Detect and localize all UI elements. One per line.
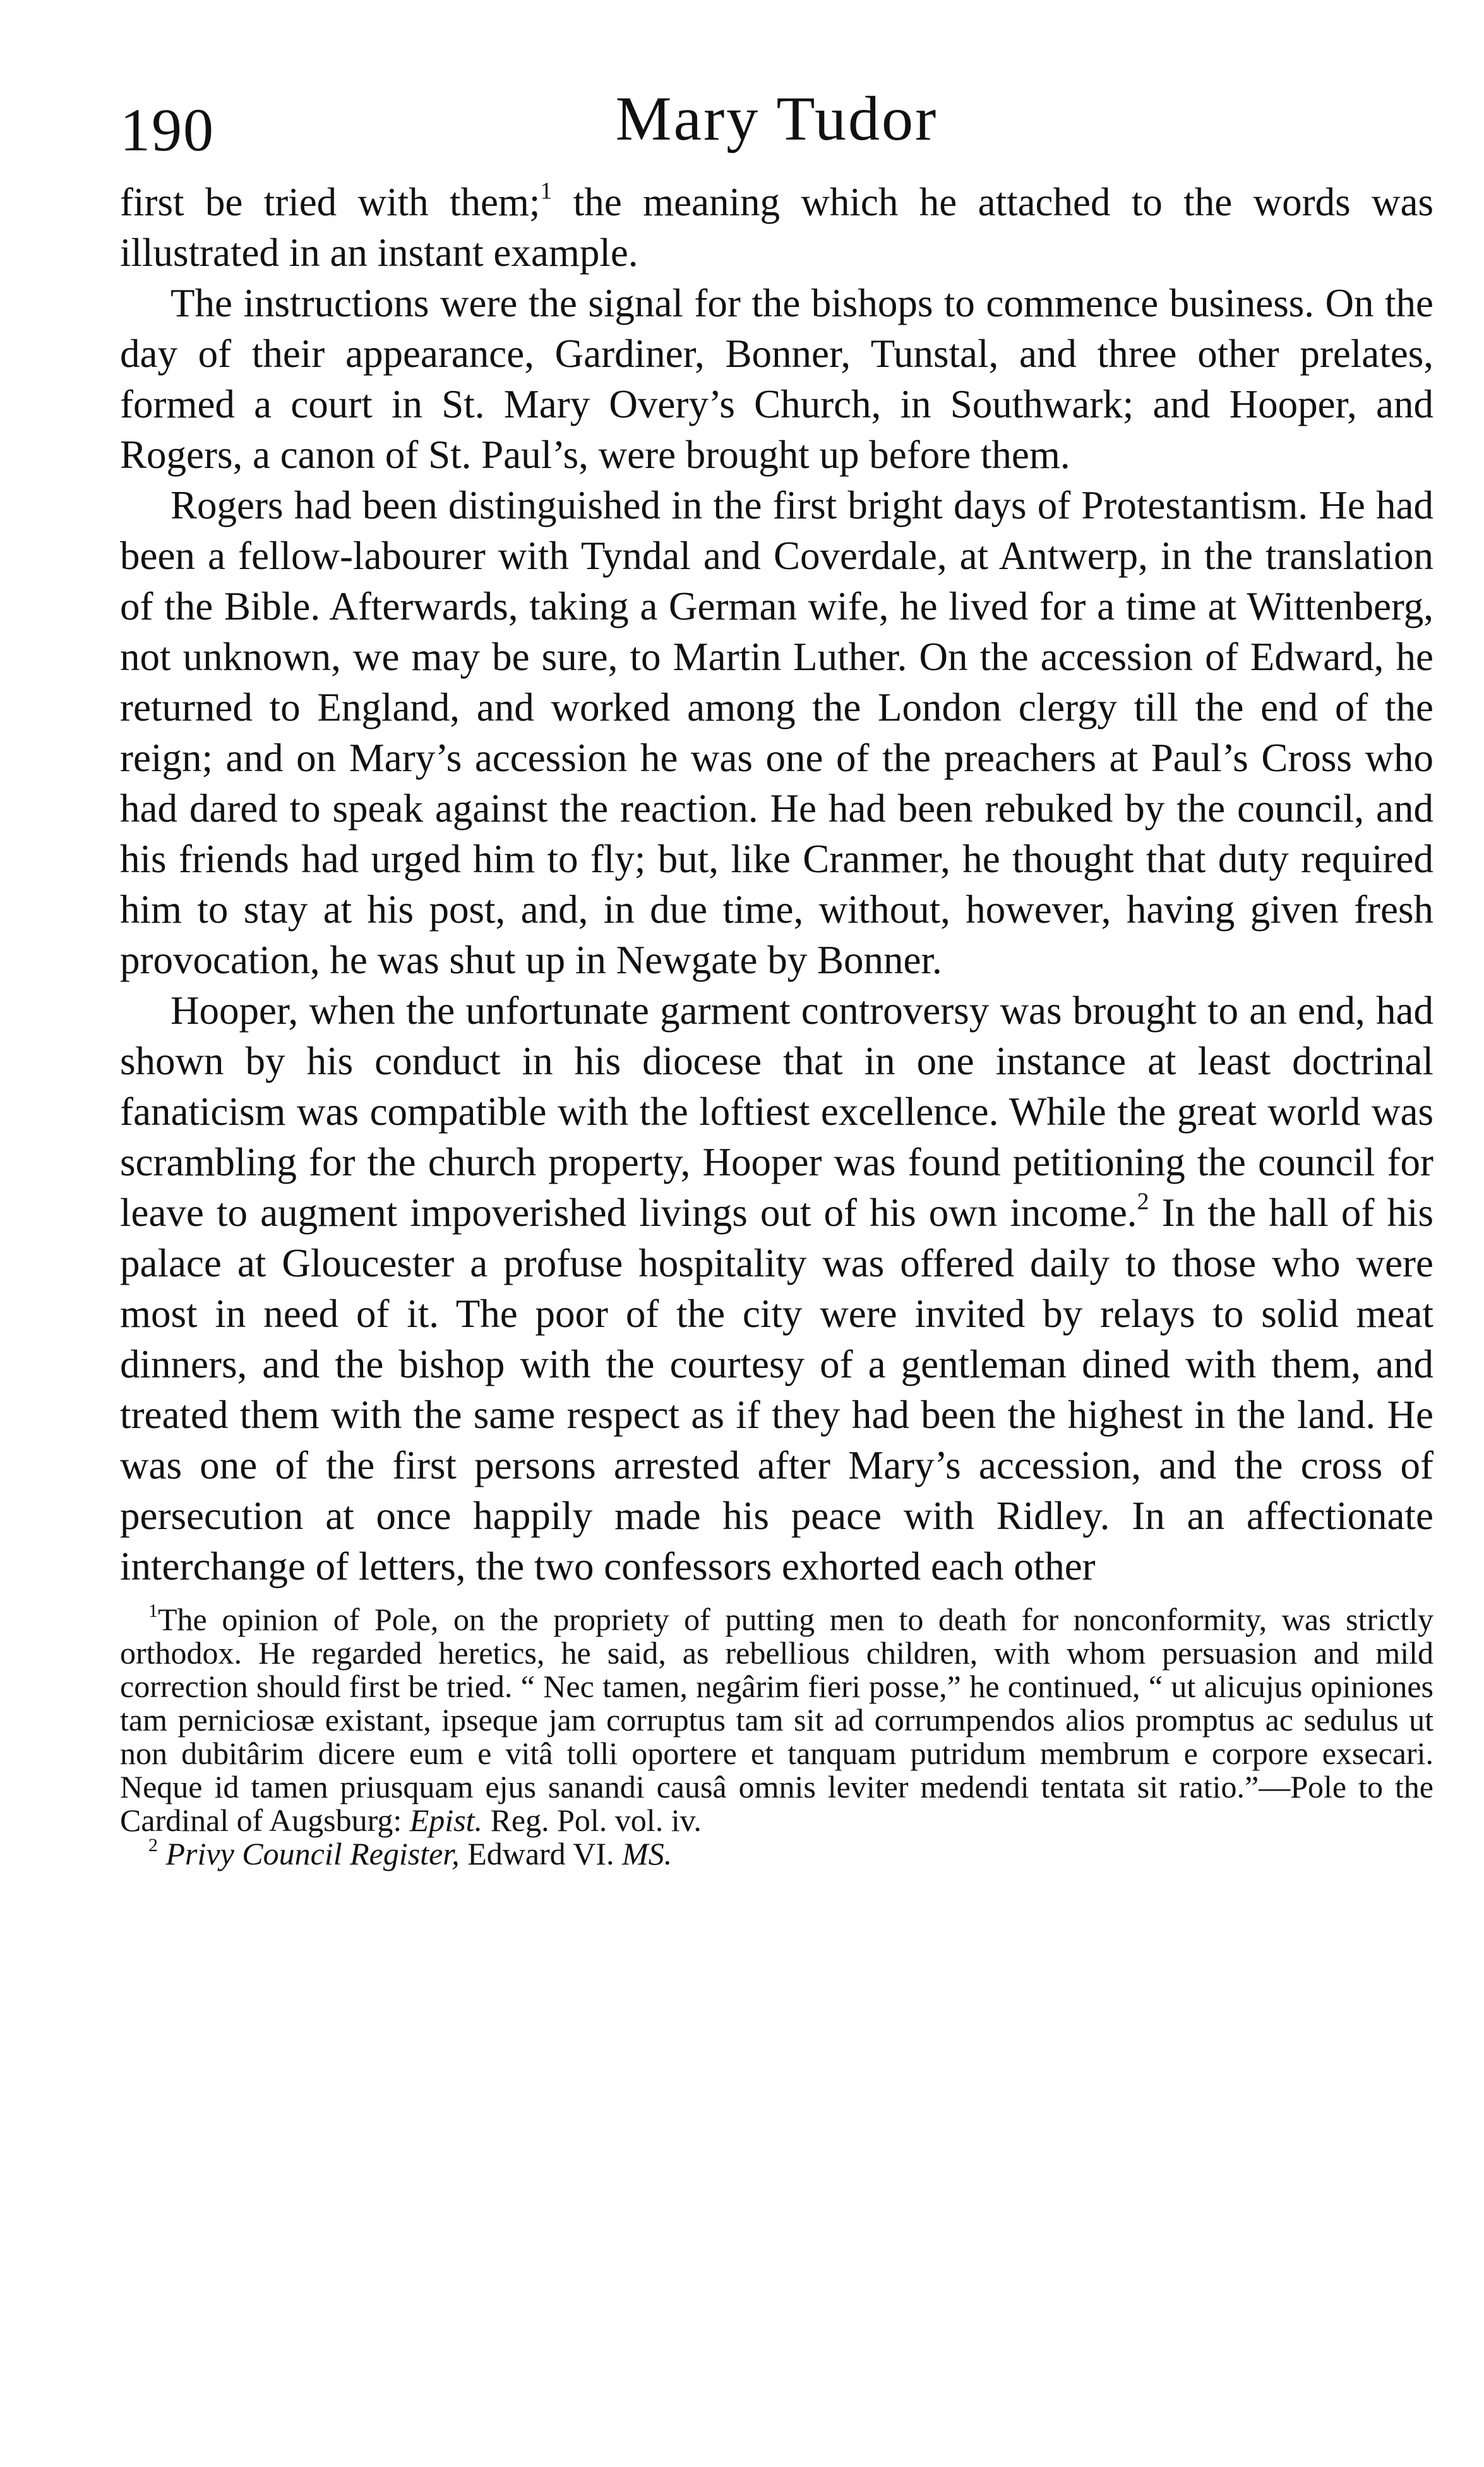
running-title: Mary Tudor [615,83,938,153]
footnote-2-source: Privy Council Register, [165,1836,460,1871]
footnote-ref-1: 1 [540,177,553,205]
footnote-2-marker: 2 [148,1835,158,1856]
footnote-1-text-b: Reg. Pol. vol. iv. [482,1803,702,1838]
footnote-2 [120,1837,1433,1871]
footnote-ref-2: 2 [1137,1188,1149,1215]
page-number: 190 [120,96,215,164]
paragraph-1 [120,177,1433,278]
page-header [120,69,1433,177]
paragraph-2: The instructions were the signal for the bishops to commence business. On the day of their appearance, Gardiner, Bonner, Tunstal, and three other prelates, formed a court in St. Mary Overy’s Church, in Southwark; and Hooper, and Rogers, a canon of St. Paul’s, were brought up before them. [120,281,1433,477]
footnote-1-marker: 1 [148,1600,158,1621]
footnote-2-text: Edward VI. [459,1836,623,1871]
paragraph-4 [120,985,1433,1592]
paragraph-3: Rogers had been distinguished in the first bright days of Protestantism. He had been a fellow-labourer with Tyndal and Coverdale, at Antwerp, in the translation of the Bible. Afterwards, taking a German wife, he lived for a time at Wittenberg, not unknown, we may be sure, to Martin Luther. On the accession of Edward, he returned to England, and worked among the London clergy till the end of the reign; and on Mary’s accession he was one of the preachers at Paul’s Cross who had dared to speak against the reaction. He had been rebuked by the council, and his friends had urged him to fly; but, like Cranmer, he thought that duty required him to stay at his post, and, in due time, without, however, having given fresh provocation, he was shut up in Newgate by Bonner. [120,483,1433,982]
footnote-1-text-a: The opinion of Pole, on the propriety of putting men to death for nonconformity, was strictly orthodox. He regarded heretics, he said, as rebellious children, with whom persuasion and mild correction should first be tried. “ Nec tamen, negârim fieri posse,” he continued, “ ut alicujus opiniones tam perniciosæ existant, ipseque jam corruptus tam sit ad corrumpendos alios promptus ac sedulus ut non dubitârim dicere eum e vitâ tolli oportere et tanquam putridum membrum e corpore exsecari. Neque id tamen priusquam ejus sanandi causâ omnis leviter medendi tentata sit ratio.”—Pole to the Cardinal of Augsburg: [120,1602,1433,1838]
paragraph-1-text-b: the meaning which he attached to the words was illustrated in an instant example. [120,180,1433,275]
footnote-2-ms: MS. [622,1836,673,1871]
paragraph-4-text-b: In the hall of his palace at Gloucester a profuse hospitality was offered daily to those who were most in need of it. The poor of the city were invited by relays to solid meat dinners, and the bishop with the courtesy of a gentleman dined with them, and treated them with the same respect as if they had been the highest in the land. He was one of the first persons arrested after Mary’s accession, and the cross of persecution at once happily made his peace with Ridley. In an affectionate interchange of letters, the two confessors exhorted each other [120,1191,1433,1588]
main-text [120,177,1433,1592]
paragraph-1-text-a: first be tried with them; [120,180,541,224]
book-page [120,69,1433,1871]
footnote-1 [120,1600,1433,1838]
footnotes [120,1600,1433,1871]
footnote-1-source: Epist. [409,1803,483,1838]
paragraph-4-text-a: Hooper, when the unfortunate garment controversy was brought to an end, had shown by his conduct in his diocese that in one instance at least doctrinal fanaticism was compatible with the loftiest excellence. While the great world was scrambling for the church property, Hooper was found petitioning the council for leave to augment impoverished livings out of his own income. [120,988,1433,1235]
